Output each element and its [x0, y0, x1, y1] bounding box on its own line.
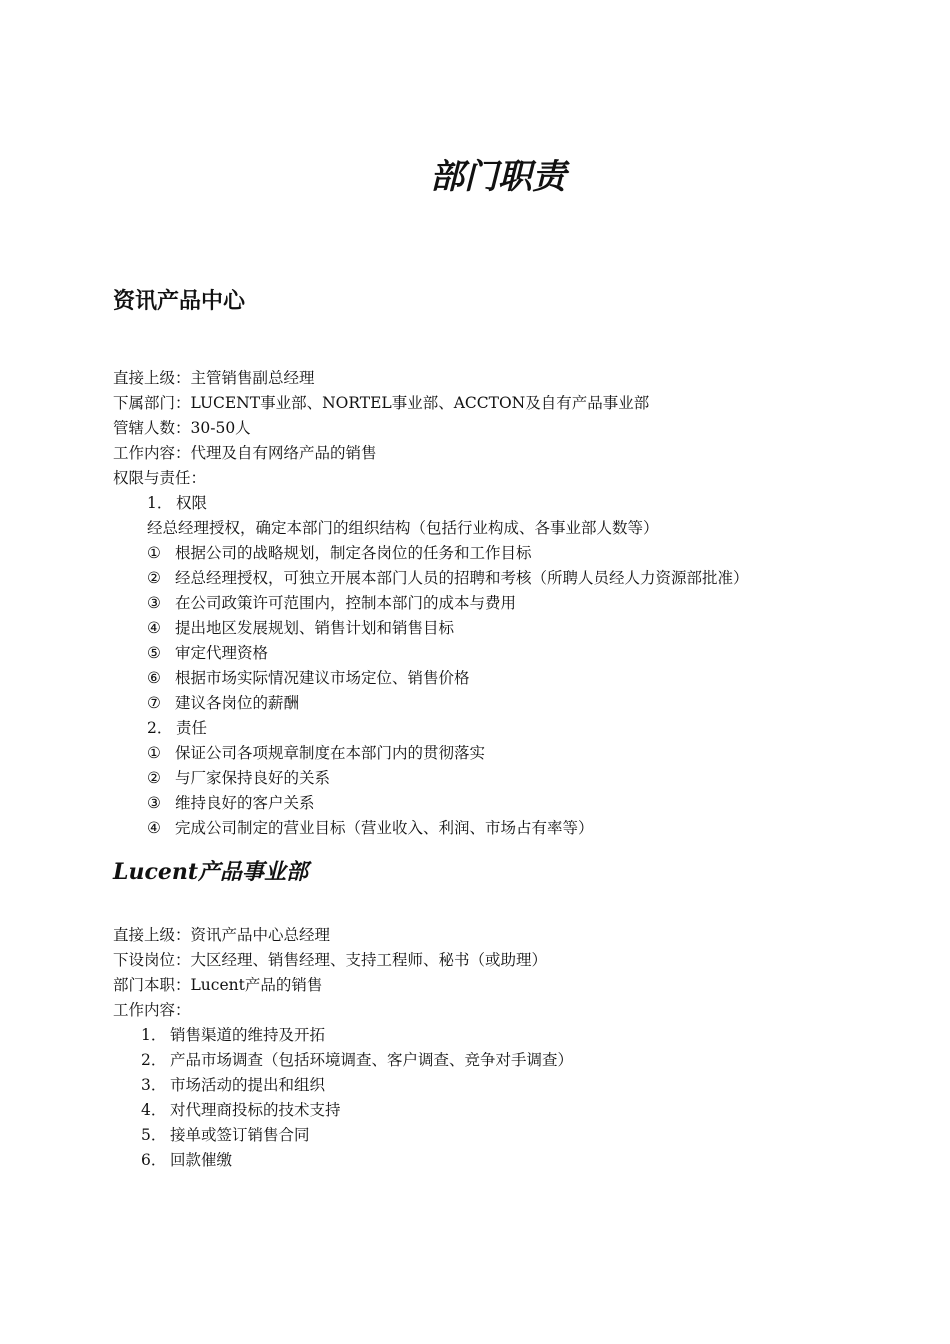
list-item-text: 完成公司制定的营业目标（营业收入、利润、市场占有率等）	[175, 819, 594, 837]
list-item	[113, 566, 913, 591]
authority-label: 权限	[176, 494, 208, 512]
item-number: 3．	[141, 1076, 167, 1094]
section-heading-lucent: Lucent产品事业部	[113, 859, 309, 885]
list-item-text: 维持良好的客户关系	[175, 794, 315, 812]
list-item	[113, 691, 913, 716]
circled-number: ④	[147, 819, 161, 837]
list-item	[113, 741, 913, 766]
list-item-text: 根据公司的战略规划，制定各岗位的任务和工作目标	[175, 544, 532, 562]
list-item-text: 与厂家保持良好的关系	[175, 769, 331, 787]
section-heading-info-products: 资讯产品中心	[113, 289, 246, 314]
circled-number: ⑥	[147, 669, 161, 687]
list-item-text: 建议各岗位的薪酬	[175, 694, 300, 712]
authority-intro: 经总经理授权，确定本部门的组织结构（包括行业构成、各事业部人数等）	[147, 519, 659, 537]
list-item-text: 对代理商投标的技术支持	[170, 1101, 341, 1119]
list-item	[113, 791, 913, 816]
list-item	[113, 541, 913, 566]
work-content-label: 工作内容：	[113, 1001, 191, 1019]
list-item	[113, 1098, 913, 1123]
list-item	[113, 1023, 913, 1048]
item-number: 5．	[141, 1126, 167, 1144]
headcount: 管辖人数：30-50人	[113, 419, 251, 437]
department-duty: 部门本职：Lucent产品的销售	[113, 976, 323, 994]
responsibility-heading	[113, 716, 913, 741]
list-item	[113, 1123, 913, 1148]
responsibility-number: 2．	[147, 719, 173, 737]
authority-number: 1．	[147, 494, 173, 512]
circled-number: ①	[147, 544, 161, 562]
positions: 下设岗位：大区经理、销售经理、支持工程师、秘书（或助理）	[113, 951, 548, 969]
list-item	[113, 766, 913, 791]
circled-number: ②	[147, 569, 161, 587]
list-item	[113, 1073, 913, 1098]
list-item	[113, 641, 913, 666]
direct-superior: 直接上级：主管销售副总经理	[113, 369, 315, 387]
list-item	[113, 666, 913, 691]
page-title: 部门职责	[430, 157, 566, 197]
list-item-text: 保证公司各项规章制度在本部门内的贯彻落实	[175, 744, 486, 762]
list-item-text: 经总经理授权，可独立开展本部门人员的招聘和考核（所聘人员经人力资源部批准）	[175, 569, 749, 587]
circled-number: ④	[147, 619, 161, 637]
list-item	[113, 1048, 913, 1073]
list-item	[113, 1148, 913, 1173]
direct-superior: 直接上级：资讯产品中心总经理	[113, 926, 331, 944]
list-item-text: 根据市场实际情况建议市场定位、销售价格	[175, 669, 470, 687]
circled-number: ⑤	[147, 644, 161, 662]
list-item-text: 审定代理资格	[175, 644, 269, 662]
item-number: 4．	[141, 1101, 167, 1119]
authority-heading	[113, 491, 913, 516]
authority-responsibility-label: 权限与责任：	[113, 469, 207, 487]
list-item-text: 提出地区发展规划、销售计划和销售目标	[175, 619, 455, 637]
list-item	[113, 616, 913, 641]
item-number: 6．	[141, 1151, 167, 1169]
list-item	[113, 591, 913, 616]
section-lucent-body	[113, 923, 913, 1173]
circled-number: ③	[147, 794, 161, 812]
responsibility-label: 责任	[176, 719, 208, 737]
work-content: 工作内容：代理及自有网络产品的销售	[113, 444, 377, 462]
item-number: 2．	[141, 1051, 167, 1069]
subordinate-departments: 下属部门：LUCENT事业部、NORTEL事业部、ACCTON及自有产品事业部	[113, 394, 650, 412]
list-item	[113, 816, 913, 841]
circled-number: ③	[147, 594, 161, 612]
circled-number: ⑦	[147, 694, 161, 712]
list-item-text: 产品市场调查（包括环境调查、客户调查、竞争对手调查）	[170, 1051, 574, 1069]
section-info-products-body	[113, 366, 913, 841]
list-item-text: 接单或签订销售合同	[170, 1126, 310, 1144]
list-item-text: 销售渠道的维持及开拓	[170, 1026, 326, 1044]
list-item-text: 回款催缴	[170, 1151, 233, 1169]
list-item-text: 市场活动的提出和组织	[170, 1076, 326, 1094]
circled-number: ①	[147, 744, 161, 762]
list-item-text: 在公司政策许可范围内，控制本部门的成本与费用	[175, 594, 517, 612]
item-number: 1．	[141, 1026, 167, 1044]
circled-number: ②	[147, 769, 161, 787]
